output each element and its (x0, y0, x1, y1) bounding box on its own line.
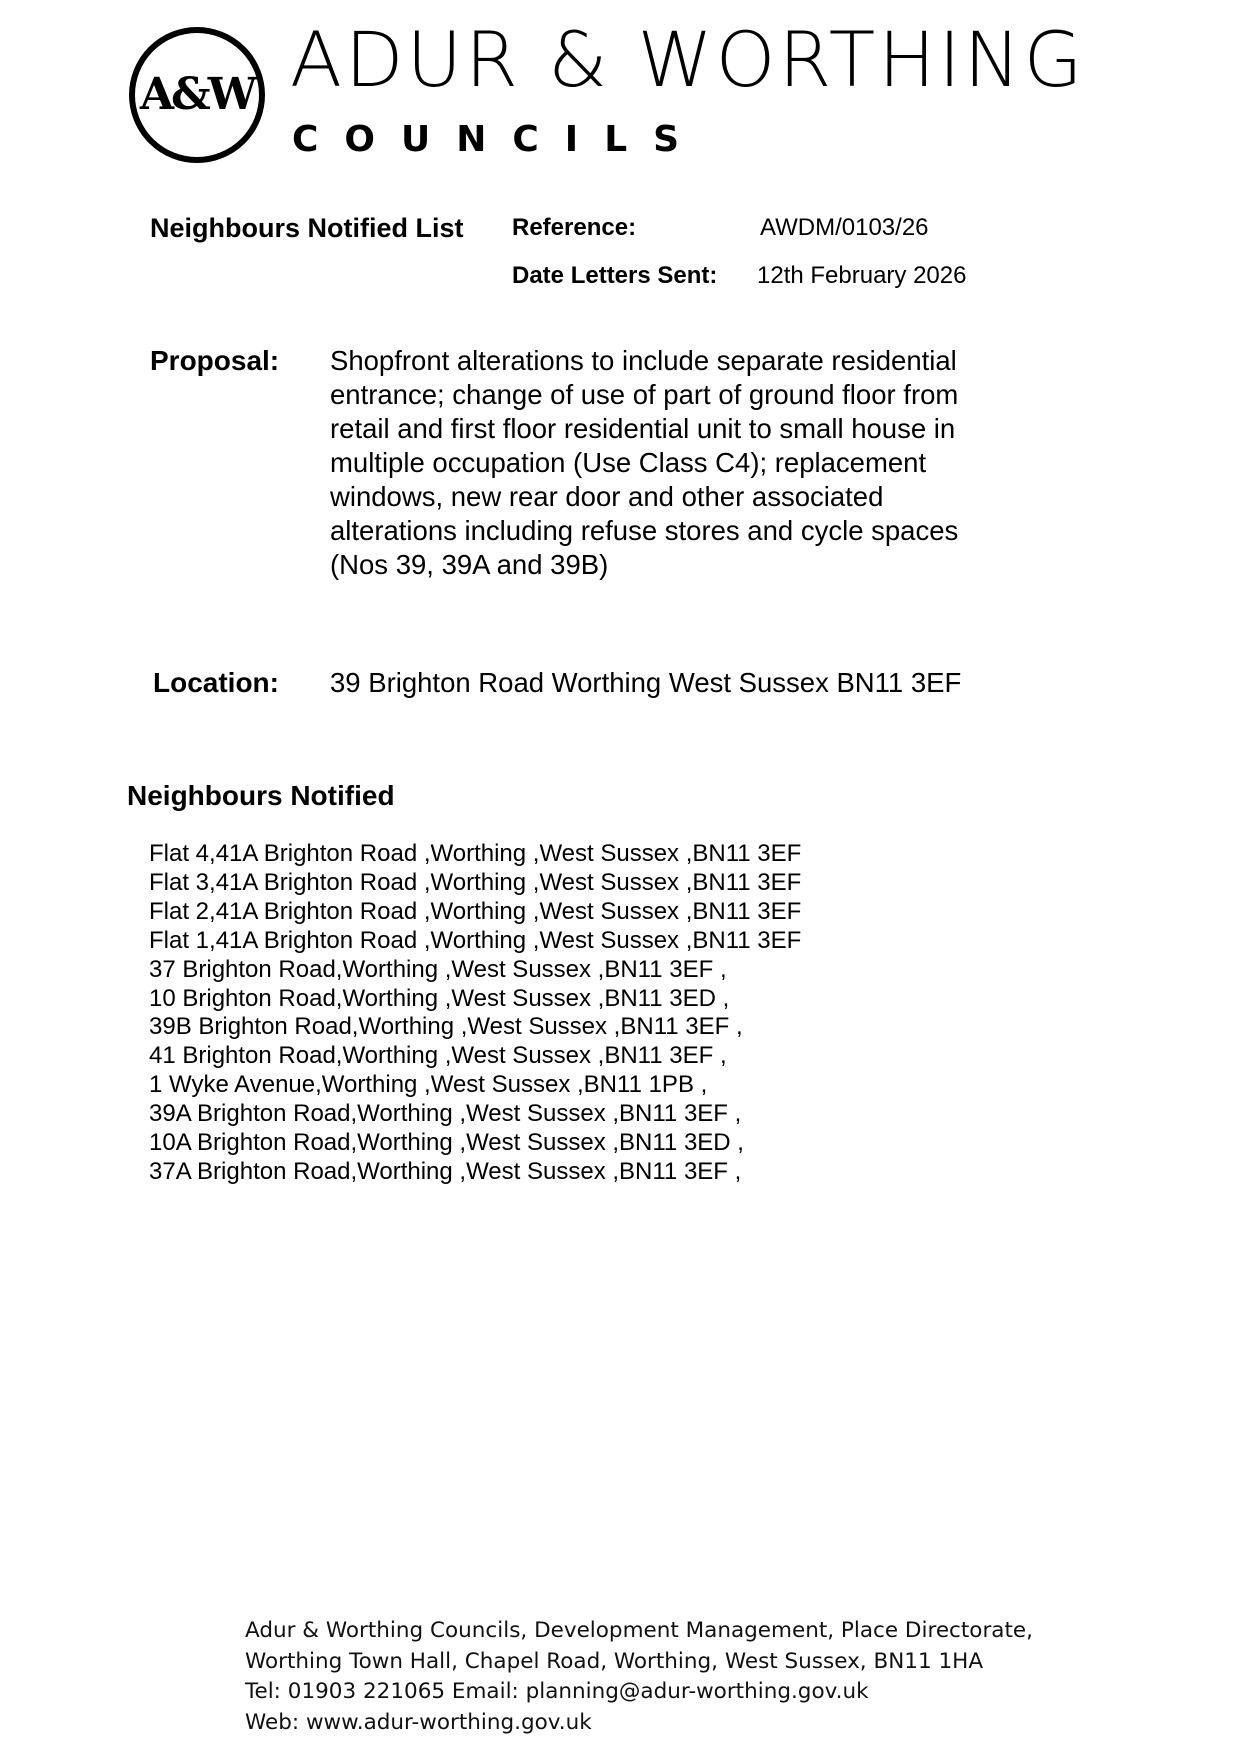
list-item: 10A Brighton Road,Worthing ,West Sussex ,BN11 3ED , (149, 1129, 744, 1157)
neighbours-heading: Neighbours Notified (127, 780, 395, 811)
proposal-line: retail and first floor residential unit to small house in (330, 413, 956, 444)
footer-web-line: Web: www.adur-worthing.gov.uk (245, 1709, 592, 1735)
footer-contact (245, 1616, 1033, 1738)
footer-address-line: Worthing Town Hall, Chapel Road, Worthing, West Sussex, BN11 1HA (245, 1648, 984, 1674)
proposal-line: entrance; change of use of part of ground floor from (330, 379, 959, 410)
page-title: Neighbours Notified List (150, 213, 464, 243)
org-subtitle: COUNCILS (292, 119, 706, 160)
proposal-line: (Nos 39, 39A and 39B) (330, 549, 609, 580)
list-item: Flat 3,41A Brighton Road ,Worthing ,West Sussex ,BN11 3EF (149, 868, 802, 896)
date-letters-sent-label: Date Letters Sent: (512, 262, 718, 289)
org-name: ADUR & WORTHING (290, 15, 1086, 104)
list-item: 37 Brighton Road,Worthing ,West Sussex ,BN11 3EF , (149, 955, 727, 983)
proposal-line: multiple occupation (Use Class C4); replacement (330, 447, 927, 478)
list-item: 39B Brighton Road,Worthing ,West Sussex ,BN11 3EF , (149, 1013, 743, 1041)
location-label: Location: (153, 667, 279, 698)
proposal-line: Shopfront alterations to include separate residential (330, 345, 957, 376)
list-item: Flat 2,41A Brighton Road ,Worthing ,West Sussex ,BN11 3EF (149, 897, 802, 925)
proposal-line: windows, new rear door and other associated (330, 481, 884, 512)
list-item: 37A Brighton Road,Worthing ,West Sussex ,BN11 3EF , (149, 1157, 742, 1185)
reference-value: AWDM/0103/26 (760, 214, 929, 241)
list-item: 41 Brighton Road,Worthing ,West Sussex ,BN11 3EF , (149, 1042, 727, 1070)
reference-label: Reference: (512, 214, 637, 241)
list-item: 10 Brighton Road,Worthing ,West Sussex ,BN11 3ED , (149, 984, 730, 1012)
proposal-label: Proposal: (150, 345, 280, 376)
list-item: 39A Brighton Road,Worthing ,West Sussex ,BN11 3EF , (149, 1100, 742, 1128)
proposal-text (330, 344, 1030, 582)
logo-monogram: A&W (139, 69, 255, 120)
council-logo-icon (127, 25, 267, 165)
proposal-line: alterations including refuse stores and cycle spaces (330, 515, 959, 546)
footer-contact-line: Tel: 01903 221065 Email: planning@adur-worthing.gov.uk (245, 1679, 869, 1704)
list-item: Flat 1,41A Brighton Road ,Worthing ,West Sussex ,BN11 3EF (149, 926, 802, 954)
neighbours-list (149, 840, 801, 1187)
location-value: 39 Brighton Road Worthing West Sussex BN11 3EF (330, 667, 962, 698)
footer-address-line: Adur & Worthing Councils, Development Management, Place Directorate, (245, 1618, 1033, 1643)
list-item: Flat 4,41A Brighton Road ,Worthing ,West Sussex ,BN11 3EF (149, 840, 802, 867)
date-letters-sent-value: 12th February 2026 (757, 262, 967, 289)
list-item: 1 Wyke Avenue,Worthing ,West Sussex ,BN11 1PB , (149, 1071, 708, 1099)
